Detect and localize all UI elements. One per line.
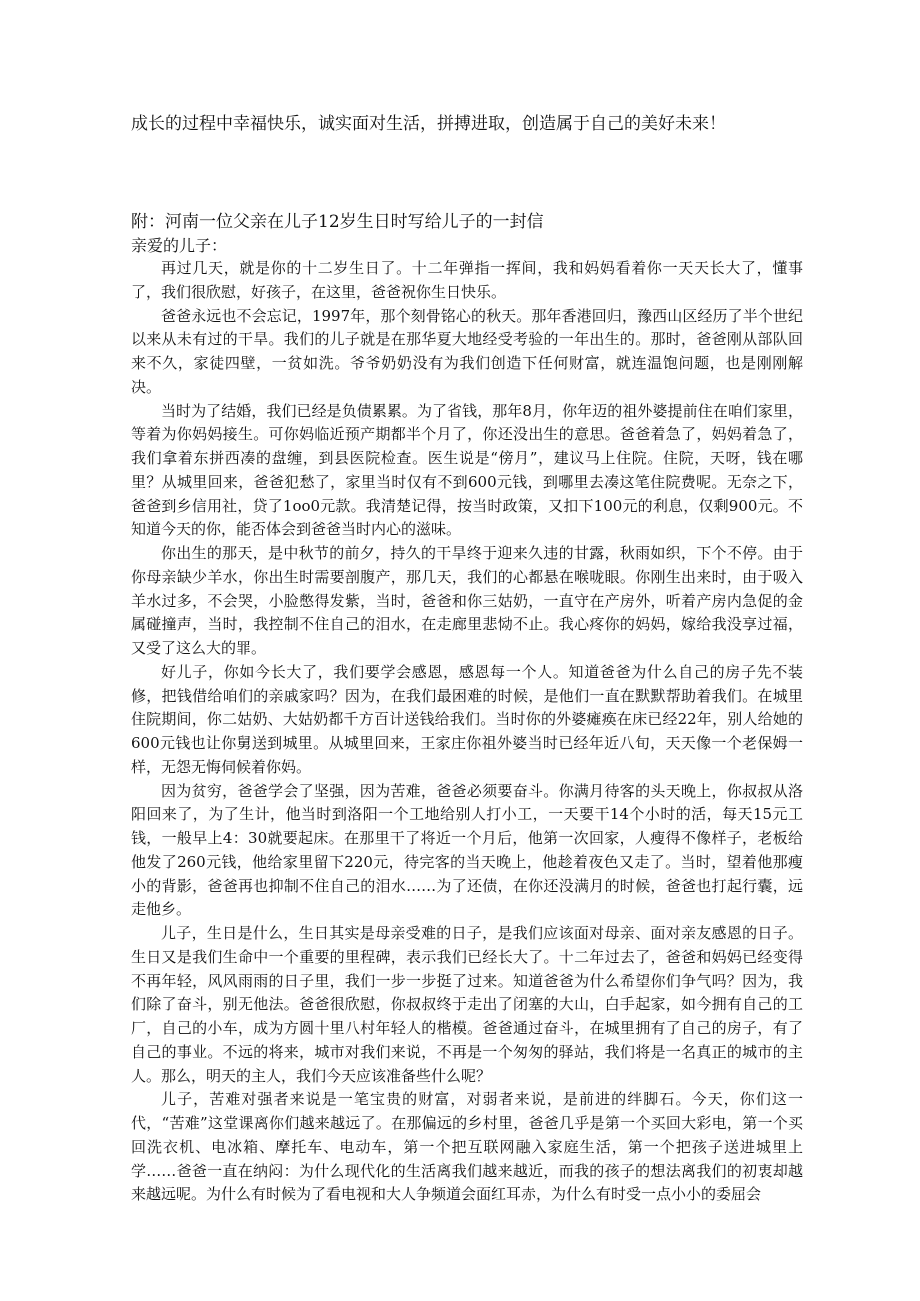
letter-paragraph: 再过几天，就是你的十二岁生日了。十二年弹指一挥间，我和妈妈看着你一天天长大了，懂事了，我们很欣慰，好孩子，在这里，爸爸祝你生日快乐。	[131, 259, 803, 301]
letter-paragraph: 你出生的那天，是中秋节的前夕，持久的干旱终于迎来久违的甘露，秋雨如织，下个不停。由于你母亲缺少羊水，你出生时需要剖腹产，那几天，我们的心都悬在喉咙眼。你刚生出来时，由于吸入羊水过多，不会哭，小脸憋得发紫，当时，爸爸和你三姑奶，一直守在产房外，听着产房内急促的金属碰撞声，当时，我控制不住自己的泪水，在走廊里悲恸不止。我心疼你的妈妈，嫁给我没享过福，又受了这么大的罪。	[131, 544, 803, 657]
letter-body	[131, 210, 803, 1207]
letter-salutation: 亲爱的儿子：	[131, 236, 228, 255]
letter-paragraph: 儿子，苦难对强者来说是一笔宝贵的财富，对弱者来说，是前进的绊脚石。今天，你们这一代，“苦难”这堂课离你们越来越远了。在那偏远的乡村里，爸爸几乎是第一个买回大彩电，第一个买回洗衣机、电冰箱、摩托车、电动车，第一个把互联网融入家庭生活，第一个把孩子送进城里上学……爸爸一直在纳闷：为什么现代化的生活离我们越来越近，而我的孩子的想法离我们的初衷却越来越远呢。为什么有时候为了看电视和大人争频道会面红耳赤，为什么有时受一点小小的委屈会	[131, 1090, 803, 1204]
intro-line: 成长的过程中幸福快乐，诚实面对生活，拼搏进取，创造属于自己的美好未来！	[131, 114, 726, 134]
letter-paragraph: 因为贫穷，爸爸学会了坚强，因为苦难，爸爸必须要奋斗。你满月待客的头天晚上，你叔叔从洛阳回来了，为了生计，他当时到洛阳一个工地给别人打小工，一天要干14个小时的活，每天15元工钱，一般早上4：30就要起床。在那里干了将近一个月后，他第一次回家，人瘦得不像样子，老板给他发了260元钱，他给家里留下220元，待完客的当天晚上，他趁着夜色又走了。当时，望着他那瘦小的背影，爸爸再也抑制不住自己的泪水……为了还债，在你还没满月的时候，爸爸也打起行囊，远走他乡。	[131, 781, 803, 919]
letter-title: 附：河南一位父亲在儿子12岁生日时写给儿子的一封信	[131, 212, 544, 232]
letter-paragraph: 爸爸永远也不会忘记，1997年，那个刻骨铭心的秋天。那年香港回归，豫西山区经历了半个世纪以来从未有过的干旱。我们的儿子就是在那华夏大地经受考验的一年出生的。那时，爸爸刚从部队回来不久，家徒四壁，一贫如洗。爷爷奶奶没有为我们创造下任何财富，就连温饱问题，也是刚刚解决。	[131, 306, 803, 396]
letter-paragraph: 当时为了结婚，我们已经是负债累累。为了省钱，那年8月，你年迈的祖外婆提前住在咱们家里，等着为你妈妈接生。可你妈临近预产期都半个月了，你还没出生的意思。爸爸着急了，妈妈着急了，我们拿着东拼西凑的盘缠，到县医院检查。医生说是“傍月”，建议马上住院。住院，天呀，钱在哪里？从城里回来，爸爸犯愁了，家里当时仅有不到600元钱，到哪里去凑这笔住院费呢。无奈之下，爸爸到乡信用社，贷了1oo0元款。我清楚记得，按当时政策，又扣下100元的利息，仅剩900元。不知道今天的你，能否体会到爸爸当时内心的滋味。	[131, 401, 803, 539]
letter-paragraph: 好儿子，你如今长大了，我们要学会感恩，感恩每一个人。知道爸爸为什么自己的房子先不装修，把钱借给咱们的亲戚家吗？因为，在我们最困难的时候，是他们一直在默默帮助着我们。在城里住院期间，你二姑奶、大姑奶都千方百计送钱给我们。当时你的外婆瘫痪在床已经22年，别人给她的600元钱也让你舅送到城里。从城里回来，王家庄你祖外婆当时已经年近八旬，天天像一个老保姆一样，无怨无悔伺候着你妈。	[131, 662, 803, 776]
letter-paragraph: 儿子，生日是什么，生日其实是母亲受难的日子，是我们应该面对母亲、面对亲友感恩的日子。生日又是我们生命中一个重要的里程碑，表示我们已经长大了。十二年过去了，爸爸和妈妈已经变得不再年轻，风风雨雨的日子里，我们一步一步挺了过来。知道爸爸为什么希望你们争气吗？因为，我们除了奋斗，别无他法。爸爸很欣慰，你叔叔终于走出了闭塞的大山，白手起家，如今拥有自己的工厂，自己的小车，成为方圆十里八村年轻人的楷模。爸爸通过奋斗，在城里拥有了自己的房子，有了自己的事业。不远的将来，城市对我们来说，不再是一个匆匆的驿站，我们将是一名真正的城市的主人。那么，明天的主人，我们今天应该准备些什么呢？	[131, 924, 803, 1085]
